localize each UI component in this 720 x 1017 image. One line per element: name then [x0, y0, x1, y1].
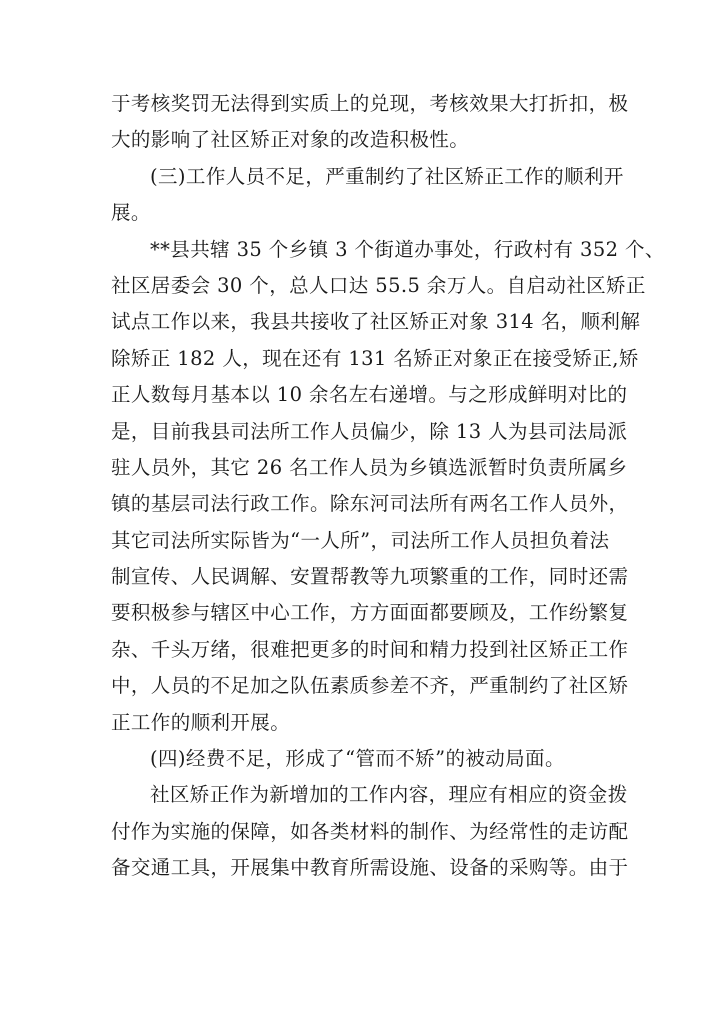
text-line: 镇的基层司法行政工作。除东河司法所有两名工作人员外，: [111, 492, 629, 516]
text-line: 正工作的顺利开展。: [111, 710, 291, 734]
text-line: (四)经费不足，形成了“管而不矫”的被动局面。: [150, 747, 565, 771]
text-line: 要积极参与辖区中心工作，方方面面都要顾及，工作纷繁复: [111, 601, 629, 625]
text-line: (三)工作人员不足，严重制约了社区矫正工作的顺利开: [150, 164, 624, 188]
text-line: 是，目前我县司法所工作人员偏少，除 13 人为县司法局派: [111, 419, 628, 443]
text-line: 社区居委会 30 个，总人口达 55.5 余万人。自启动社区矫正: [111, 273, 646, 297]
text-line: 中，人员的不足加之队伍素质参差不齐，严重制约了社区矫: [111, 674, 629, 698]
body-text: [111, 86, 665, 887]
text-line: 付作为实施的保障，如各类材料的制作、为经常性的走访配: [111, 819, 629, 843]
text-line: 大的影响了社区矫正对象的改造积极性。: [111, 128, 470, 152]
text-line: 正人数每月基本以 10 余名左右递增。与之形成鲜明对比的: [111, 383, 628, 407]
text-line: **县共辖 35 个乡镇 3 个街道办事处，行政村有 352 个、: [150, 237, 665, 261]
text-line: 于考核奖罚无法得到实质上的兑现，考核效果大打折扣，极: [111, 92, 629, 115]
text-line: 试点工作以来，我县共接收了社区矫正对象 314 名，顺利解: [111, 310, 641, 334]
text-line: 杂、千头万绪，很难把更多的时间和精力投到社区矫正工作: [111, 637, 629, 661]
text-line: 展。: [111, 201, 151, 225]
text-line: 制宣传、人民调解、安置帮教等九项繁重的工作，同时还需: [111, 565, 629, 589]
text-line: 社区矫正作为新增加的工作内容，理应有相应的资金拨: [150, 783, 628, 807]
text-line: 备交通工具，开展集中教育所需设施、设备的采购等。由于: [111, 856, 629, 880]
text-line: 驻人员外，其它 26 名工作人员为乡镇选派暂时负责所属乡: [111, 455, 628, 479]
text-line: 除矫正 182 人，现在还有 131 名矫正对象正在接受矫正,矫: [111, 346, 639, 370]
text-line: 其它司法所实际皆为“一人所”，司法所工作人员担负着法: [111, 528, 610, 552]
